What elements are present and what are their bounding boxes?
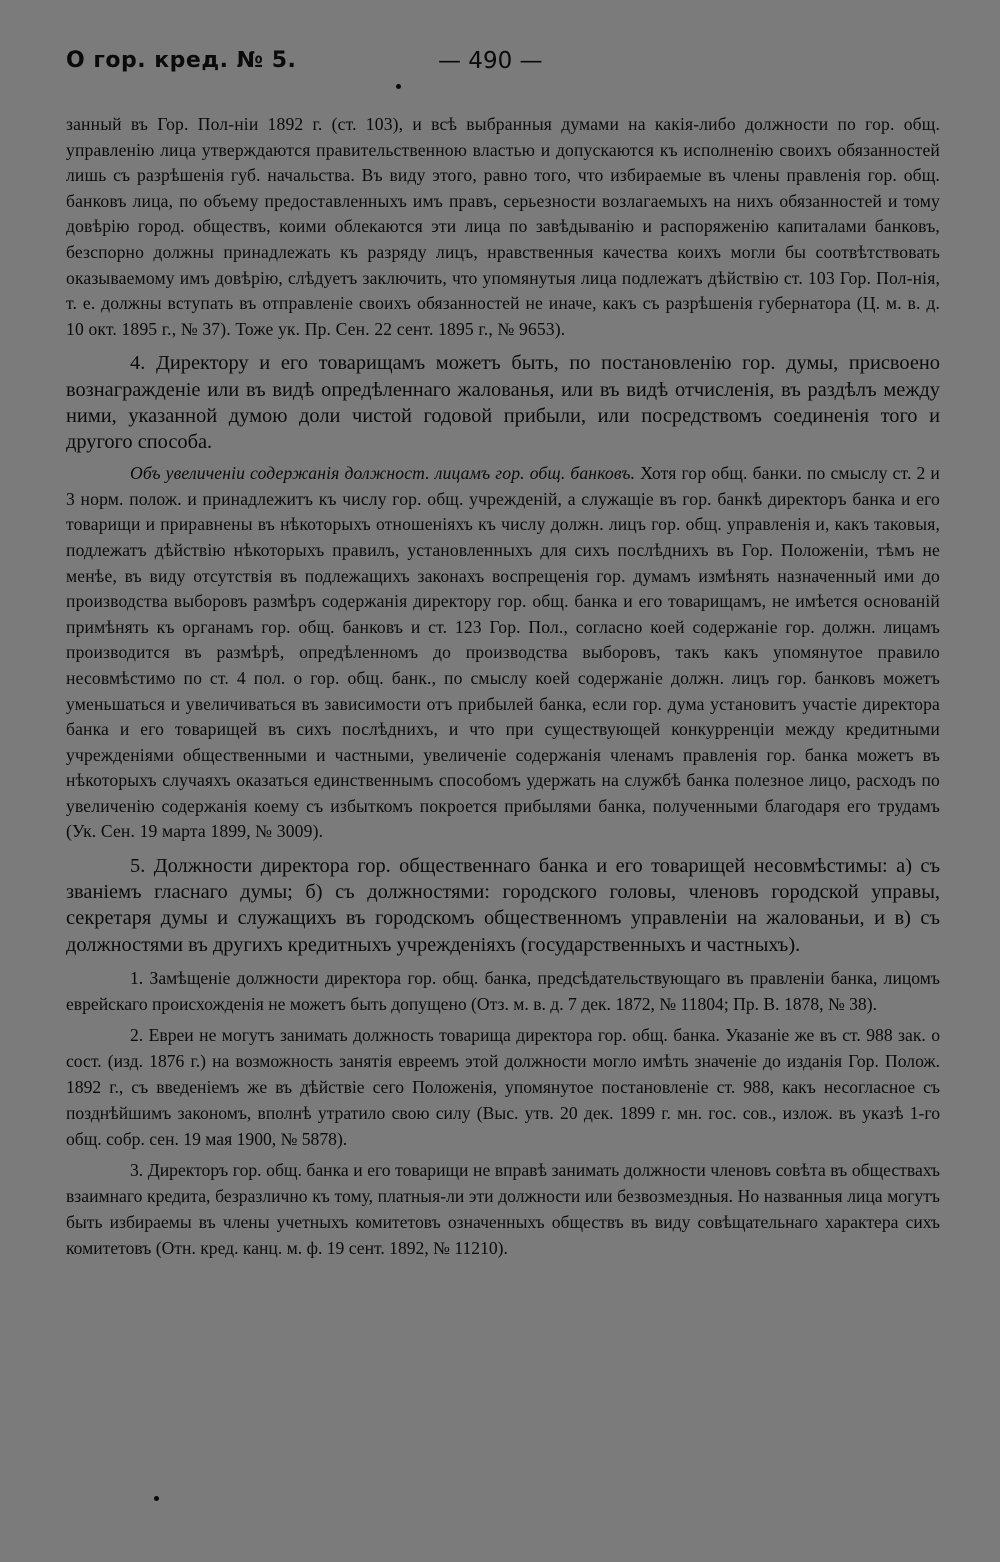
- paragraph-5: 5. Должности директора гор. общественнаго банка и его товарищей несовмѣстимы: а) съ званіемъ гласнаго думы; б) съ должностями: городского головы, членовъ городской управы, секретаря думы и служащихъ въ городскомъ общественномъ управленіи на жалованьи, и в) съ должностями въ другихъ кредитныхъ учрежденіяхъ (государственныхъ и частныхъ).: [66, 855, 940, 956]
- note-1: 1. Замѣщеніе должности директора гор. общ. банка, предсѣдательствующаго въ правленіи банка, лицомъ еврейскаго происхожденія не можетъ быть допущено (Отз. м. в. д. 7 дек. 1872, № 11804; Пр. В. 1878, № 38).: [66, 967, 940, 1014]
- note-3: 3. Директоръ гор. общ. банка и его товарищи не вправѣ занимать должности членовъ совѣта въ обществахъ взаимнаго кредита, безразлично къ тому, платныя-ли эти должности или безвозмездныя. Но названныя лица могутъ быть избираемы въ члены учетныхъ комитетовъ означенныхъ обществъ въ виду совѣщательнаго характера сихъ комитетовъ (Отн. кред. канц. м. ф. 19 сент. 1892, № 11210).: [66, 1160, 940, 1258]
- paragraph-continued: занный въ Гор. Пол-ніи 1892 г. (ст. 103), и всѣ выбранныя думами на какія-либо должности по гор. общ. управленію лица утверждаются правительственною властью и допускаются къ исполненію своихъ обязанностей лишь съ разрѣшенія губ. начальства. Въ виду этого, равно того, что избираемые въ члены правленія гор. общ. банковъ лица, по объему предоставленныхъ имъ правъ, серьезности возлагаемыхъ на нихъ обязанностей и тому довѣрію город. обществъ, коими облекаются эти лица по завѣдыванію и распоряженію капиталами банковъ, безспорно должны принадлежать къ разряду лицъ, нравственныя качества коихъ могли бы соотвѣтствовать оказываемому имъ довѣрію, слѣдуетъ заключить, что упомянутыя лица подлежатъ дѣйствію ст. 103 Гор. Пол-нія, т. е. должны вступать въ отправленіе своихъ обязанностей не иначе, какъ съ разрѣшенія губернатора (Ц. м. в. д. 10 окт. 1895 г., № 37). Тоже ук. Пр. Сен. 22 сент. 1895 г., № 9653).: [66, 114, 940, 339]
- commentary-heading: Объ увеличеніи содержанія должност. лицамъ гор. общ. банковъ.: [130, 463, 636, 484]
- paragraph-4: 4. Директору и его товарищамъ можетъ быть, по постановленію гор. думы, присвоено вознагражденіе или въ видѣ опредѣленнаго жалованья, или въ видѣ отчисленія, въ раздѣлъ между ними, указанной думою доли чистой годовой прибыли, или посредствомъ соединенія того и другого способа.: [66, 352, 940, 453]
- page-body: [66, 112, 940, 1262]
- ink-speck: [154, 1496, 159, 1501]
- page-header: [66, 48, 940, 84]
- running-title: О гор. кред. № 5.: [66, 48, 297, 73]
- note-2: 2. Евреи не могутъ занимать должность товарища директора гор. общ. банка. Указаніе же въ ст. 988 зак. о сост. (изд. 1876 г.) на возможность занятія евреемъ этой должности могло имѣть значеніе до изданія Гор. Полож. 1892 г., съ введеніемъ же въ дѣйствіе сего Положенія, упомянутое постановленіе ст. 988, какъ несогласное съ позднѣйшимъ закономъ, вполнѣ утратило свою силу (Выс. утв. 20 дек. 1899 г. мн. гос. сов., излож. въ указѣ 1-го общ. собр. сен. 19 мая 1900, № 5878).: [66, 1025, 940, 1149]
- paragraph-commentary: [66, 461, 940, 845]
- page-number: — 490 —: [438, 48, 543, 74]
- commentary-text: Хотя гор общ. банки. по смыслу ст. 2 и 3 норм. полож. и принадлежитъ къ числу гор. общ. учрежденій, а служащіе въ гор. банкѣ директоръ банка и его товарищи и приравнены въ нѣкоторыхъ отношеніяхъ къ числу должн. лицъ гор. общ. управленія и, какъ таковыя, подлежатъ дѣйствію нѣкоторыхъ правилъ, установленныхъ для сихъ послѣднихъ въ Гор. Положеніи, тѣмъ не менѣе, въ виду отсутствія въ подлежащихъ законахъ воспрещенія гор. думамъ измѣнять назначенный ими до производства выборовъ размѣръ содержанія директору гор. общ. банка и его товарищамъ, не имѣется основаній примѣнять къ органамъ гор. общ. банковъ и ст. 123 Гор. Пол., согласно коей содержаніе гор. должн. лицамъ производится въ размѣрѣ, опредѣленномъ до производства выборовъ, такъ какъ упомянутое правило несовмѣстимо по ст. 4 пол. о гор. общ. банк., по смыслу коей содержаніе должн. лицъ гор. банковъ можетъ уменьшаться и увеличиваться въ зависимости отъ прибылей банка, если гор. дума установитъ участіе директора банка и его товарищей въ сихъ послѣднихъ, и что при существующей конкурренціи между кредитными учрежденіями общественными и частными, увеличеніе содержанія членамъ правленія гор. банка можетъ въ нѣкоторыхъ случаяхъ оказаться единственнымъ способомъ удержать на службѣ банка полезное лицо, расходъ по увеличенію содержанія коему съ избыткомъ покроется прибылями банка, полученными благодаря его трудамъ (Ук. Сен. 19 марта 1899, № 3009).: [66, 463, 940, 842]
- ink-speck: [396, 84, 401, 89]
